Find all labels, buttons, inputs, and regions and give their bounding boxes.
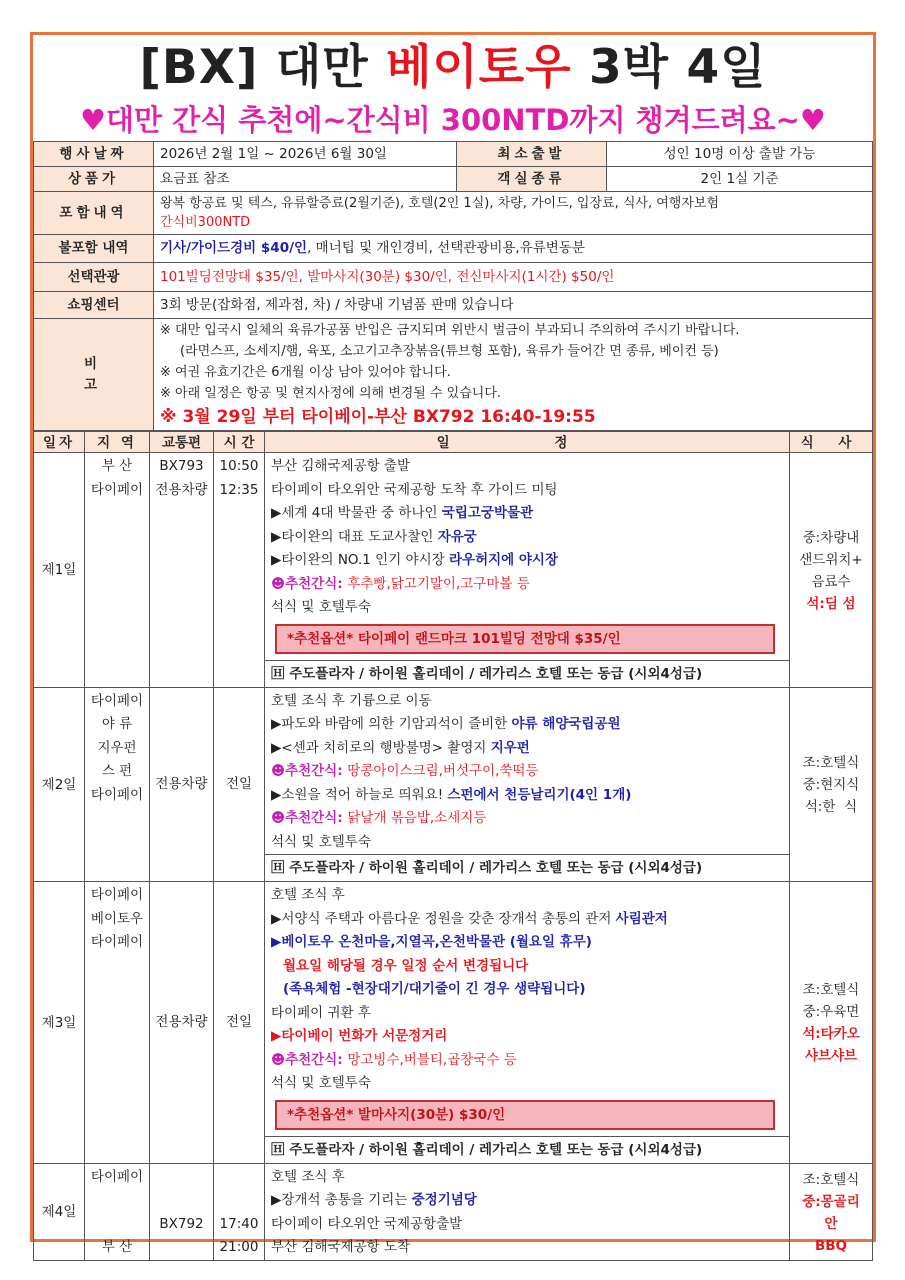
schedule-text: ▶파도와 바람에 의한 기암괴석이 즐비한 [271,716,512,732]
day-schedule [265,1163,790,1260]
area-item: 타이페이 [90,1168,144,1185]
meal-item: 샌드위치+ [799,551,863,568]
spot-name: 사림관저 [615,910,668,927]
note-line-4: ※ 아래 일정은 항공 및 현지사정에 의해 변경될 수 있습니다. [160,385,502,401]
itinerary-sheet [30,32,876,1255]
notice-line: 월요일 해당될 경우 일정 순서 변경됩니다 [283,957,529,974]
hotel-line: 🄷 주도플라자 / 하이원 홀리데이 / 레가리스 호텔 또는 동급 (시외4성급) [265,660,789,687]
excl-highlight: 기사/가이드경비 $40/인 [160,240,308,256]
day-time [214,453,265,688]
day-trans [150,453,214,688]
schedule-line: 호텔 조식 후 [271,1168,345,1185]
meal-item: 석:한 식 [804,799,858,816]
price-value: 요금표 참조 [154,167,457,192]
meal-dinner: 석:딤 섬 [806,595,856,612]
meal-dinner: 샤브샤브 [804,1048,858,1065]
schedule-line [271,784,783,808]
spot-name: 국립고궁박물관 [441,505,534,521]
title-prefix: [BX] 대만 [139,40,386,95]
col-meal: 식 사 [790,432,873,453]
area-item: 지우펀 [97,739,137,756]
schedule-text: ▶<센과 치히로의 행방불명> 촬영지 [271,739,491,756]
schedule-line: 석식 및 호텔투숙 [271,1075,371,1091]
spot-name: 자유궁 [437,528,477,545]
schedule-line [271,908,783,932]
schedule-line: 부산 김해국제공항 출발 [271,458,410,474]
day-meal [790,453,873,688]
snack-label: ☻추천간식: [271,575,348,592]
schedule-line: 석식 및 호텔투숙 [271,833,371,850]
schedule-line [271,1189,783,1213]
day-schedule [265,687,790,882]
time-item: 21:00 [219,1239,259,1255]
price-label: 상품가 [34,167,154,192]
col-area: 지 역 [85,432,150,453]
schedule-line: 타이페이 타오위안 국제공항 도착 후 가이드 미팅 [271,481,558,498]
snack-items: 닭날개 볶음밥,소세지등 [347,810,487,826]
area-item: 베이토우 [90,910,144,927]
min-label: 최소출발 [457,142,607,167]
area-item: 타이페이 [90,786,144,803]
shop-label: 쇼핑센터 [34,292,154,319]
area-item: 야 류 [101,716,133,732]
schedule-text: ▶세계 4대 박물관 중 하나인 [271,505,442,521]
snack-label: ☻추천간식: [271,810,348,826]
snack-label: ☻추천간식: [271,1051,348,1068]
schedule-line: 호텔 조식 후 [271,887,345,903]
snack-items: 후추빵,닭고기말이,고구마볼 등 [347,575,530,592]
day-label: 제4일 [34,1163,85,1260]
day-meal [790,687,873,882]
snack-items: 땅콩아이스크림,버섯구이,쑥떡등 [347,763,539,779]
min-value: 성인 10명 이상 출발 가능 [607,142,873,167]
meal-item: 조:호텔식 [802,982,860,999]
day-time [214,1163,265,1260]
snack-line [271,760,783,784]
day-trans: 전용차량 [150,687,214,882]
day-label: 제2일 [34,687,85,882]
snack-label: ☻추천간식: [271,763,348,779]
hotel-line: 🄷 주도플라자 / 하이원 홀리데이 / 레가리스 호텔 또는 동급 (시외4성급) [265,854,789,881]
snack-line [271,573,783,597]
day-meal [790,882,873,1164]
snack-line [271,807,783,831]
recommended-option: *추천옵션* 타이페이 랜드마크 101빌딩 전망대 $35/인 [275,624,775,654]
time-item: 17:40 [219,1215,259,1232]
meal-item: 조:호텔식 [802,755,860,772]
shop-value: 3회 방문(잡화점, 제과점, 차) / 차량내 기념품 판매 있습니다 [154,292,873,319]
note-line-2: (라면스프, 소세지/햄, 육포, 소고기고추장볶음(튜브형 포함), 육류가 들어간 면 종류, 베이컨 등) [180,343,719,359]
spot-line: ▶베이토우 온천마을,지열곡,온천박물관 (월요일 휴무) [271,934,592,950]
opt-label: 선택관광 [34,263,154,292]
snack-items: 망고빙수,버블티,곱창국수 등 [347,1051,517,1068]
day-area [85,453,150,688]
schedule-line [271,526,783,550]
area-item: 타이페이 [90,934,144,950]
area-item: 스 펀 [101,763,133,779]
day-row-3 [34,882,873,1164]
time-item: 12:35 [219,481,259,498]
note-schedule-change: ※ 3월 29일 부터 타이베이-부산 BX792 16:40-19:55 [160,406,596,427]
area-item: 타이페이 [90,692,144,709]
schedule-line [271,549,783,573]
meal-item: 중:현지식 [802,777,860,794]
day-trans: 전용차량 [150,882,214,1164]
schedule-line: 타이페이 귀환 후 [271,1004,371,1021]
day-row-2 [34,687,873,882]
meal-item: 중:차량내 [802,529,860,546]
area-item: 부 산 [101,458,133,474]
schedule-line [271,737,783,761]
day-schedule [265,453,790,688]
col-day: 일자 [34,432,85,453]
day-time: 전일 [214,882,265,1164]
schedule-text: ▶소원을 적어 하늘로 띄워요! [271,786,448,803]
day-area [85,882,150,1164]
schedule-line: 석식 및 호텔투숙 [271,599,371,615]
day-row-4 [34,1163,873,1260]
schedule-line [271,713,783,737]
spot-name: 야류 해양국립공원 [511,716,621,732]
schedule-text: ▶서양식 주택과 아름다운 정원을 갖춘 장개석 총통의 관저 [271,910,616,927]
schedule-text: ▶장개석 총통을 기리는 [271,1192,412,1208]
page-title [33,35,873,101]
meal-dinner: 석:타카오 [802,1026,860,1043]
meal-dinner: BBQ [814,1237,848,1254]
meal-item: 중:우육면 [802,1004,860,1021]
meal-dinner: 중:몽골리안 [802,1193,860,1232]
page-subtitle: ♥대만 간식 추천에~간식비 300NTD까지 챙겨드려요~♥ [80,103,826,137]
note-label: 비 고 [34,319,154,431]
day-trans [150,1163,214,1260]
schedule-text: ▶타이완의 NO.1 인기 야시장 [271,552,449,568]
excl-label: 불포함 내역 [34,235,154,263]
col-time: 시 간 [214,432,265,453]
meal-item: 음료수 [811,573,851,590]
room-value: 2인 1실 기준 [607,167,873,192]
spot-name: 스펀에서 천등날리기(4인 1개) [447,786,632,803]
schedule-table [33,431,873,1261]
info-table [33,141,873,431]
notice-line: (족욕체험 -현장대기/대기줄이 긴 경우 생략됩니다) [283,981,586,997]
day-area [85,1163,150,1260]
title-suffix: 3박 4일 [571,40,767,95]
trans-item: 전용차량 [155,481,208,498]
room-label: 객실종류 [457,167,607,192]
col-trans: 교통편 [150,432,214,453]
schedule-line [271,502,783,526]
note-line-3: ※ 여권 유효기간은 6개월 이상 남아 있어야 합니다. [160,364,451,380]
schedule-line: 타이페이 타오위안 국제공항출발 [271,1215,463,1232]
day-meal [790,1163,873,1260]
schedule-line: 호텔 조식 후 기륭으로 이동 [271,692,432,709]
snack-line [271,1049,783,1073]
day-label: 제3일 [34,882,85,1164]
period-value: 2026년 2월 1일 ~ 2026년 6월 30일 [154,142,457,167]
incl-label: 포함내역 [34,192,154,235]
hotel-line: 🄷 주도플라자 / 하이원 홀리데이 / 레가리스 호텔 또는 동급 (시외4성급) [265,1136,789,1163]
schedule-line: 부산 김해국제공항 도착 [271,1239,410,1255]
spot-name: 라우허지에 야시장 [448,552,559,568]
time-item: 10:50 [219,458,259,474]
col-schedule: 일 정 [265,432,790,453]
opt-value: 101빌딩전망대 $35/인, 발마사지(30분) $30/인, 전신마사지(1시간) $50/인 [154,263,873,292]
spot-name: 지우펀 [490,739,530,756]
day-schedule [265,882,790,1164]
day-area [85,687,150,882]
area-item: 타이페이 [90,887,144,903]
area-item: 타이페이 [90,481,144,498]
schedule-text: ▶타이완의 대표 도교사찰인 [271,528,438,545]
incl-value [154,192,873,235]
trans-item: BX793 [159,458,204,474]
area-item: 부 산 [101,1239,133,1255]
day-time: 전일 [214,687,265,882]
incl-text: 왕복 항공료 및 텍스, 유류할증료(2월기준), 호텔(2인 1실), 차량, 가이드, 입장료, 식사, 여행자보험 [160,196,720,211]
period-label: 행사날짜 [34,142,154,167]
excl-rest: , 매너팁 및 개인경비, 선택관광비용,유류변동분 [307,240,585,256]
note-value [154,319,873,431]
trans-item: BX792 [159,1215,204,1232]
day-label: 제1일 [34,453,85,688]
excl-value [154,235,873,263]
day-row-1 [34,453,873,688]
spot-line: ▶타이베이 번화가 서문정거리 [271,1028,448,1044]
incl-snack: 간식비300NTD [160,215,251,230]
meal-item: 조:호텔식 [802,1171,860,1188]
spot-name: 중정기념당 [411,1192,477,1208]
note-line-1: ※ 대만 입국시 일체의 육류가공품 반입은 금지되며 위반시 벌금이 부과되니 주의하여 주시기 바랍니다. [160,322,740,338]
recommended-option: *추천옵션* 발마사지(30분) $30/인 [275,1100,775,1130]
title-highlight: 베이토우 [386,40,572,95]
